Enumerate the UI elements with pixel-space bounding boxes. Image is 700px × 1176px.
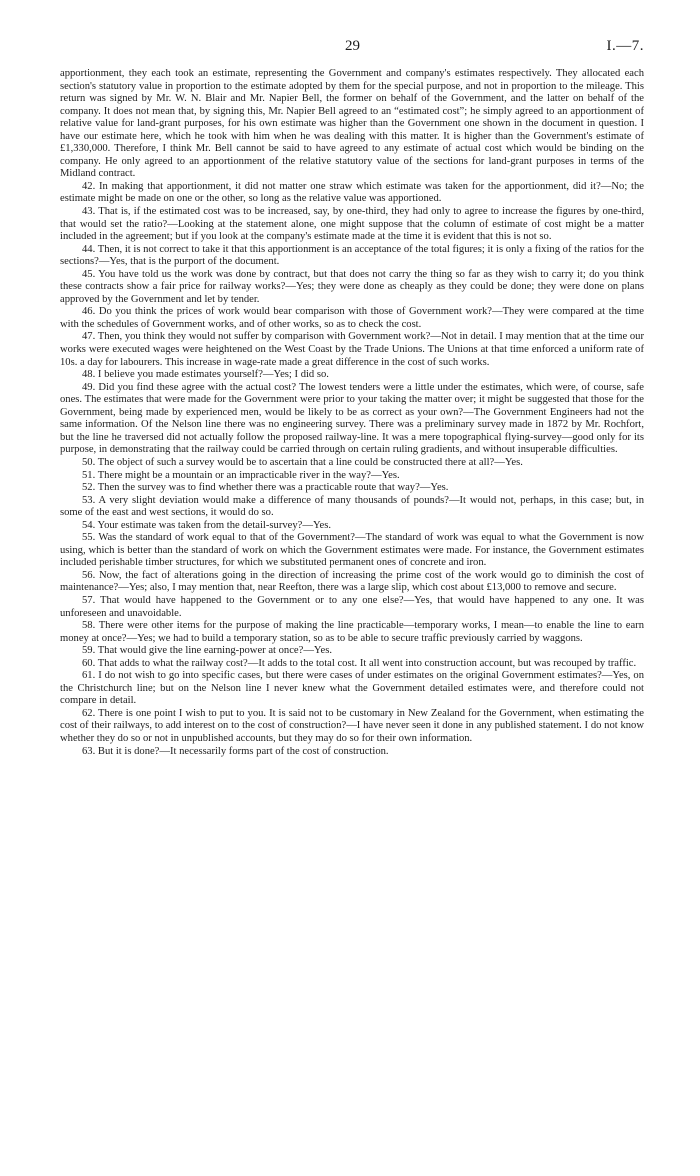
question-44: 44. Then, it is not correct to take it that this apportionment is an acceptance of the total figures; it is only a fixing of the ratios for the sections?—Yes, that is the purport of the document. [60, 243, 644, 268]
question-45: 45. You have told us the work was done by contract, but that does not carry the thing so far as they wish to carry it; do you think these contracts show a fair price for railway works?—Yes; they were done as cheaply as they could be done; they were done on plans approved by the Government and let by tender. [60, 268, 644, 305]
question-56: 56. Now, the fact of alterations going in the direction of increasing the prime cost of the work would go to diminish the cost of maintenance?—Yes; also, I may mention that, near Reefton, there was a large slip, which cost about £13,000 to remove and secure. [60, 569, 644, 594]
question-53: 53. A very slight deviation would make a difference of many thousands of pounds?—It would not, perhaps, in this case; but, in some of the east and west sections, it would do so. [60, 494, 644, 519]
question-57: 57. That would have happened to the Government or to any one else?—Yes, that would have happened to any one. It was unforeseen and unavoidable. [60, 594, 644, 619]
paper-reference: I.—7. [606, 38, 644, 54]
question-60: 60. That adds to what the railway cost?—It adds to the total cost. It all went into construction account, but was recouped by traffic. [82, 657, 637, 669]
page-number: 29 [345, 38, 360, 54]
evidence-text [60, 68, 644, 758]
question-58: 58. There were other items for the purpose of making the line practicable—temporary works, I mean—to enable the line to earn money at once?—Yes; we had to build a temporary station, so as to be able to secure traffic previously carried by waggons. [60, 620, 644, 644]
question-62: 62. There is one point I wish to put to you. It is said not to be customary in New Zealand for the Government, when estimating the cost of their railways, to add interest on to the cost of construction?—I have never seen it done in any published statement. I do not know whether they do so or not in unpublished accounts, but they may do so for their own information. [60, 707, 644, 744]
question-61: 61. I do not wish to go into specific cases, but there were cases of under estimates on the original Government estimates?—Yes, on the Christchurch line; but on the Nelson line I never knew what the Government detailed estimates were, and therefore could not compare in detail. [60, 670, 644, 707]
question-48: 48. I believe you made estimates yourself?—Yes; I did so. [82, 369, 329, 381]
paragraph-continuation: apportionment, they each took an estimate, representing the Government and company's estimates respectively. They allocated each section's statutory value in proportion to the estimate adopted by them for the special purpose, and not in proportion to the mileage. This return was signed by Mr. W. N. Blair and Mr. Napier Bell, the former on behalf of the Government, and the latter on behalf of the company. It does not mean that, by signing this, Mr. Napier Bell agreed to an “estimated cost”; he simply agreed to an apportionment of relative value for land-grant purposes, for his own estimate was higher than the Government one shown in the document in question. I have our estimate here, which he took with him when he was dealing with this matter. It is higher than the Government's estimate of £1,330,000. Therefore, I think Mr. Bell cannot be said to have agreed to any estimate of actual cost which would be binding on the company. He only agreed to an apportionment of the relative statutory value of the sections for land-grant purposes in terms of the Midland contract. [60, 68, 644, 180]
question-52: 52. Then the survey was to find whether there was a practicable route that way?—Yes. [82, 482, 449, 494]
question-51: 51. There might be a mountain or an impracticable river in the way?—Yes. [82, 469, 400, 481]
question-50: 50. The object of such a survey would be to ascertain that a line could be constructed there at all?—Yes. [82, 456, 523, 468]
question-47: 47. Then, you think they would not suffer by comparison with Government work?—Not in detail. I may mention that at the time our works were executed wages were heightened on the West Coast by the Trade Unions. The Unions at that time enforced a uniform rate of 10s. a day for labourers. This increase in wage-rate made a great difference in the cost of such works. [60, 331, 644, 368]
page-header [60, 38, 644, 68]
question-43: 43. That is, if the estimated cost was to be increased, say, by one-third, they had only to agree to increase the figures by one-third, that would set the ratio?—Looking at the statement alone, one might suppose that the column of estimate of cost might be a matter included in the agreement; but if you look at the company's estimate made at the time it is evident that this is not so. [60, 206, 644, 243]
question-49: 49. Did you find these agree with the actual cost? The lowest tenders were a little under the estimates, which were, of course, safe ones. The estimates that were made for the Government were prior to your taking the matter over; it might be suggested that those for the Government, being made by experienced men, would be likely to be as correct as your own?—The Government Engineers had not the same information. Of the Nelson line there was no engineering survey. There was a preliminary survey made in 1872 by Mr. Rochfort, but the line he traversed did not actually follow the proposed railway-line. It was a mere topographical flying-survey—good only for its purpose, in demonstrating that the railway could be carried through on certain ruling gradients, and without insuperable difficulties. [60, 381, 644, 456]
question-42: 42. In making that apportionment, it did not matter one straw which estimate was taken for the apportionment, did it?—No; the estimate might be made on one or the other, so long as the relative value was apportioned. [60, 180, 644, 205]
question-54: 54. Your estimate was taken from the detail-survey?—Yes. [82, 519, 332, 531]
question-55: 55. Was the standard of work equal to that of the Government?—The standard of work was equal to what the Government is now using, which is better than the standard of work on which the Government estimates were made. For instance, the Government estimates included perishable timber structures, for which we substituted permanent ones of concrete and iron. [60, 532, 644, 569]
question-59: 59. That would give the line earning-power at once?—Yes. [82, 645, 332, 657]
question-46: 46. Do you think the prices of work would bear comparison with those of Government work?—They were compared at the time with the schedules of Government works, and of other works, so as to check the cost. [60, 306, 644, 330]
question-63: 63. But it is done?—It necessarily forms part of the cost of construction. [82, 745, 389, 757]
